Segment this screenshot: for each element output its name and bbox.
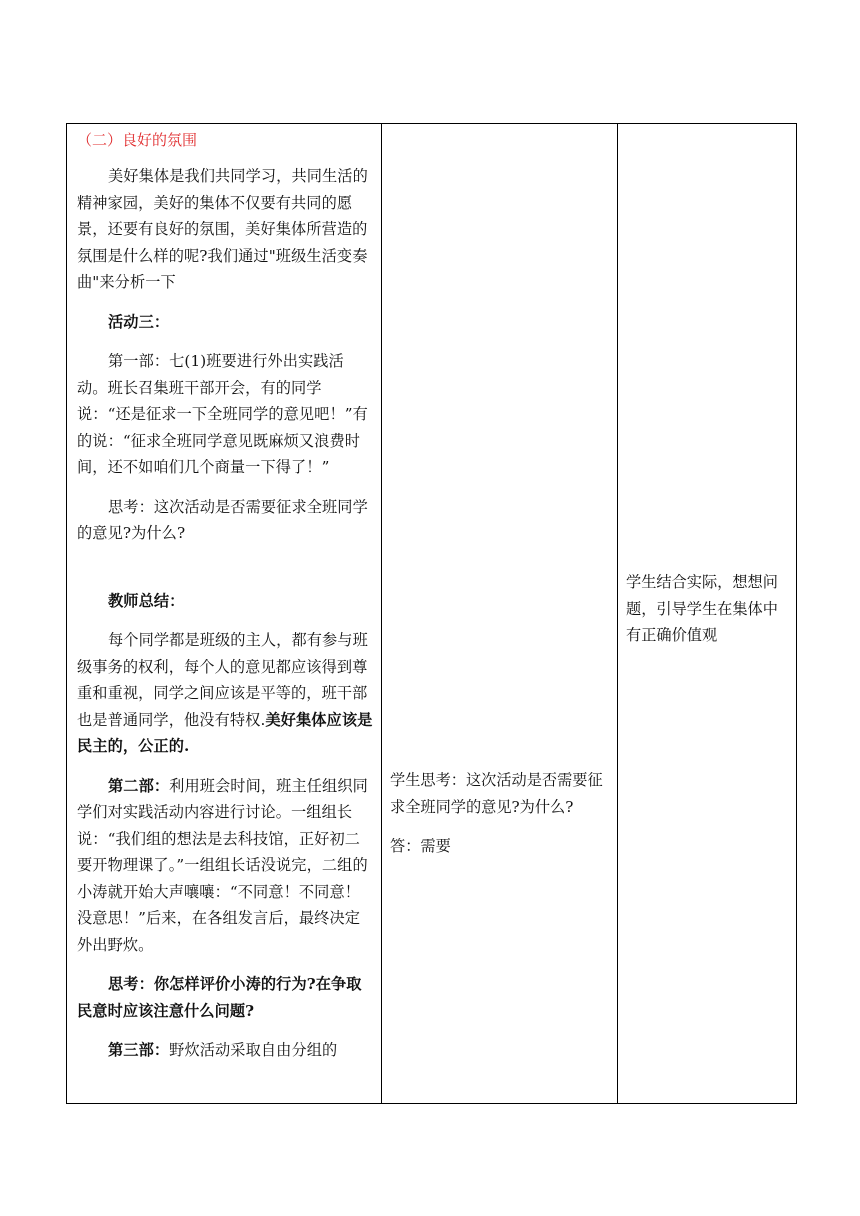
part3-paragraph: [77, 1037, 373, 1064]
lesson-table: [66, 123, 797, 1104]
student-activity-cell: [382, 124, 618, 1104]
think1-paragraph: 思考：这次活动是否需要征求全班同学的意见?为什么?: [77, 497, 368, 542]
summary-text: 每个同学都是班级的主人，都有参与班级事务的权利，每个人的意见都应该得到尊重和重视，同学之间应该是平等的，班干部也是普通同学，他没有特权.: [77, 631, 368, 729]
part2-text: 利用班会时间，班主任组织同学们对实践活动内容进行讨论。一组组长说：“我们组的想法是去科技馆，正好初二要开物理课了。”一组组长话没说完，二组的小涛就开始大声嚷嚷：“不同意！不同意！没意思！”后来，在各组发言后，最终决定外出野炊。: [77, 776, 368, 954]
student-thinking: 学生思考：这次活动是否需要征求全班同学的意见?为什么?: [390, 771, 603, 816]
spacer: [77, 560, 373, 588]
part2-label: 第二部：: [108, 776, 170, 795]
student-activity-block: [390, 767, 611, 873]
teacher-summary-heading: 教师总结：: [108, 591, 185, 610]
part1-paragraph: 第一部：七(1)班要进行外出实践活动。班长召集班干部开会，有的同学说：“还是征求一下全班同学的意见吧！”有的说：“征求全班同学意见既麻烦又浪费时间，还不如咱们几个商量一下得了！”: [77, 352, 368, 476]
summary-paragraph: [77, 627, 373, 760]
table-row: [67, 124, 797, 1104]
think2-paragraph: 思考：你怎样评价小涛的行为?在争取民意时应该注意什么问题?: [77, 975, 362, 1020]
design-intent-text: 学生结合实际，想想问题，引导学生在集体中有正确价值观: [626, 573, 778, 644]
design-intent-cell: [618, 124, 797, 1104]
activity-heading: 活动三：: [108, 312, 170, 331]
part3-label: 第三部：: [108, 1041, 170, 1059]
section-title: （二）良好的氛围: [77, 131, 198, 149]
student-answer: 答：需要: [390, 837, 451, 855]
part2-paragraph: [77, 773, 373, 959]
intro-paragraph: 美好集体是我们共同学习，共同生活的精神家园，美好的集体不仅要有共同的愿景，还要有良好的氛围，美好集体所营造的氛围是什么样的呢?我们通过"班级生活变奏曲"来分析一下: [77, 167, 368, 291]
teacher-activity-cell: [67, 124, 382, 1104]
part3-text: 野炊活动采取自由分组的: [169, 1041, 338, 1059]
summary-conclusion: 美好集体应该是民主的，公正的.: [77, 710, 373, 755]
